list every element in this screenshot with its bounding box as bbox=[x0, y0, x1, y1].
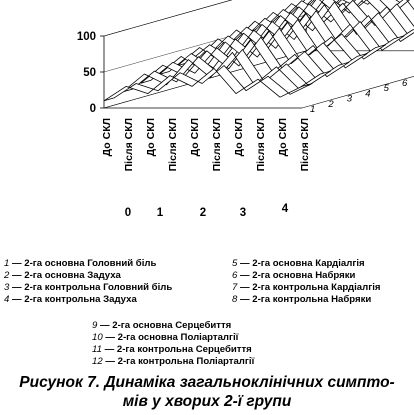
x-tick-label: До СКЛ bbox=[145, 118, 157, 157]
x-tick-label: Після СКЛ bbox=[211, 118, 223, 172]
legend-item-7: 7 — 2-га контрольна Кардіалгія bbox=[232, 282, 381, 293]
series-label-5: 5 bbox=[383, 83, 389, 95]
chart-series bbox=[104, 0, 414, 101]
y-tick-label: 0 bbox=[89, 103, 96, 115]
figure-caption-line-2: мів у хворих 2-ї групи bbox=[122, 393, 292, 410]
x-tick-label: Після СКЛ bbox=[255, 118, 267, 172]
x-tick-label: Після СКЛ bbox=[299, 118, 311, 172]
legend-item-11: 11 — 2-га контрольна Серцебиття bbox=[92, 344, 252, 355]
x-tick-label: До СКЛ bbox=[233, 118, 245, 157]
figure-caption-line-1: Рисунок 7. Динаміка загальноклінічних симпто- bbox=[19, 374, 395, 391]
y-tick-label: 50 bbox=[83, 67, 96, 79]
group-label: 0 bbox=[124, 207, 132, 219]
group-label: 3 bbox=[239, 207, 247, 219]
x-tick-label: Після СКЛ bbox=[123, 118, 135, 172]
series-label-2: 2 bbox=[328, 98, 334, 110]
series-label-3: 3 bbox=[346, 93, 353, 105]
legend-item-3: 3 — 2-га контрольна Головний біль bbox=[4, 282, 173, 293]
y-tick-label: 100 bbox=[76, 31, 96, 43]
group-label: 4 bbox=[281, 203, 289, 215]
x-tick-label: До СКЛ bbox=[101, 118, 113, 157]
x-tick-label: Після СКЛ bbox=[167, 118, 179, 172]
group-label: 2 bbox=[199, 207, 207, 219]
series-label-6: 6 bbox=[402, 78, 408, 89]
x-tick-label: До СКЛ bbox=[277, 118, 289, 157]
group-label: 1 bbox=[156, 207, 164, 219]
legend-item-8: 8 — 2-га контрольна Набряки bbox=[232, 294, 372, 305]
legend-item-10: 10 — 2-га основна Поліарталгії bbox=[92, 332, 239, 343]
legend-item-6: 6 — 2-га основна Набряки bbox=[232, 270, 356, 281]
legend-item-9: 9 — 2-га основна Серцебиття bbox=[92, 320, 232, 331]
legend-item-5: 5 — 2-га основна Кардіалгія bbox=[232, 258, 365, 269]
series-label-1: 1 bbox=[310, 104, 316, 115]
legend-item-1: 1 — 2-га основна Головний біль bbox=[4, 258, 157, 269]
series-label-4: 4 bbox=[365, 88, 371, 100]
legend-item-12: 12 — 2-га контрольна Поліарталгії bbox=[92, 356, 255, 367]
x-tick-label: До СКЛ bbox=[189, 118, 201, 157]
legend-item-4: 4 — 2-га контрольна Задуха bbox=[4, 294, 137, 305]
legend-item-2: 2 — 2-га основна Задуха bbox=[4, 270, 121, 281]
